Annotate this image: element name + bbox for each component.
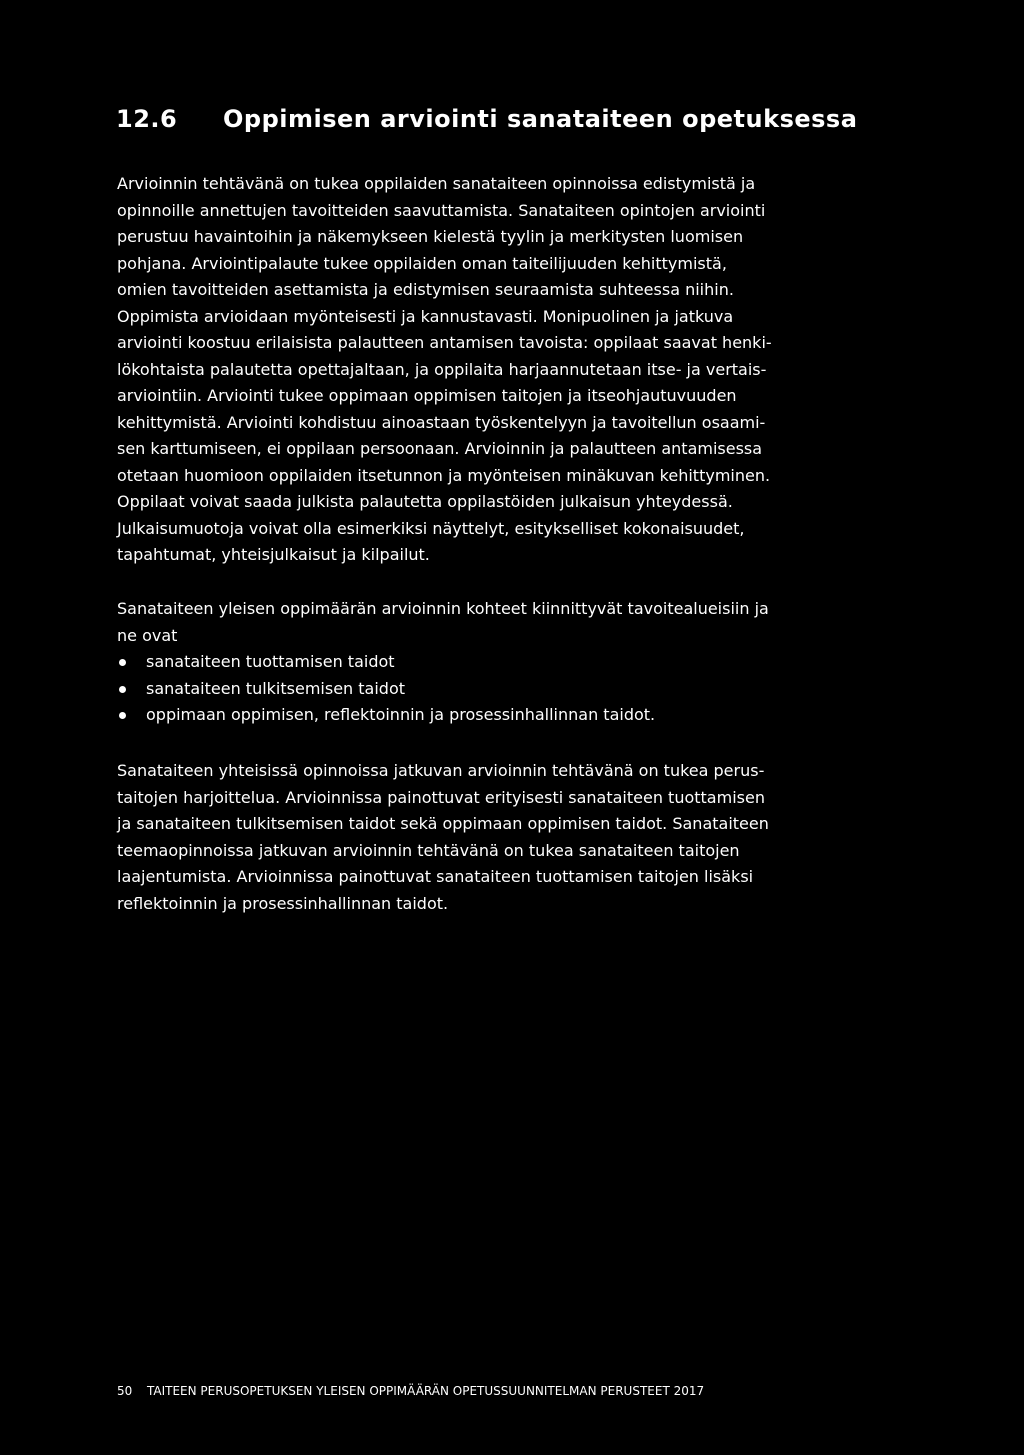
publication-title: TAITEEN PERUSOPETUKSEN YLEISEN OPPIMÄÄRÄN OPETUSSUUNNITELMAN PERUSTEET 2017 [147,1384,705,1398]
section-title: Oppimisen arviointi sanataiteen opetuksessa [223,105,858,133]
list-item [117,676,869,703]
text-line: lökohtaista palautetta opettajaltaan, ja oppilaita harjaannutetaan itse- ja vertais- [117,359,767,379]
text-line: laajentumista. Arvioinnissa painottuvat sanataiteen tuottamisen taitojen lisäksi [117,867,754,886]
text-line: arviointiin. Arviointi tukee oppimaan oppimisen taitojen ja itseohjautuvuuden [117,386,737,405]
text-line: taitojen harjoittelua. Arvioinnissa painottuvat erityisesti sanataiteen tuottamisen [117,787,765,807]
bullet-icon [119,686,126,693]
list-item-text: sanataiteen tulkitsemisen taidot [146,678,405,698]
section-number: 12.6 [116,105,178,133]
text-line: kehittymistä. Arviointi kohdistuu ainoastaan työskentelyyn ja tavoitellun osaami- [117,412,766,432]
text-line: sen karttumiseen, ei oppilaan persoonaan. Arvioinnin ja palautteen antamisessa [117,439,763,458]
text-line: teemaopinnoissa jatkuvan arvioinnin tehtävänä on tukea sanataiteen taitojen [117,840,740,860]
section-heading [116,102,916,136]
page-footer [117,1382,704,1400]
text-line: Arvioinnin tehtävänä on tukea oppilaiden sanataiteen opinnoissa edistymistä ja [117,174,756,193]
list-item-text: oppimaan oppimisen, reflektoinnin ja prosessinhallinnan taidot. [146,705,656,724]
bullet-icon [119,659,126,666]
paragraph-assessment-purpose [117,171,869,569]
text-line: pohjana. Arviointipalaute tukee oppilaiden oman taiteilijuuden kehittymistä, [117,253,727,273]
text-line: ne ovat [117,625,178,645]
page-number: 50 [117,1384,133,1398]
paragraph-assessment-targets [117,596,869,729]
text-line: perustuu havaintoihin ja näkemykseen kielestä tyylin ja merkitysten luomisen [117,227,744,246]
bullet-list [117,649,869,729]
text-line: Sanataiteen yleisen oppimäärän arvioinnin kohteet kiinnittyvät tavoitealueisiin ja [117,599,769,618]
bullet-icon [119,712,126,719]
text-line: Sanataiteen yhteisissä opinnoissa jatkuvan arvioinnin tehtävänä on tukea perus- [117,761,765,780]
text-line: arviointi koostuu erilaisista palautteen antamisen tavoista: oppilaat saavat henki- [117,333,772,352]
text-line: otetaan huomioon oppilaiden itsetunnon ja myönteisen minäkuvan kehittyminen. [117,465,771,485]
text-line: Julkaisumuotoja voivat olla esimerkiksi näyttelyt, esitykselliset kokonaisuudet, [117,518,745,538]
text-line: Oppimista arvioidaan myönteisesti ja kannustavasti. Monipuolinen ja jatkuva [117,306,734,326]
text-line: opinnoille annettujen tavoitteiden saavuttamista. Sanataiteen opintojen arviointi [117,200,766,220]
text-line: Oppilaat voivat saada julkista palautetta oppilastöiden julkaisun yhteydessä. [117,492,733,511]
text-line: omien tavoitteiden asettamista ja edistymisen seuraamista suhteessa niihin. [117,280,734,299]
text-line: reflektoinnin ja prosessinhallinnan taidot. [117,893,449,913]
list-item [117,649,869,676]
text-line: tapahtumat, yhteisjulkaisut ja kilpailut. [117,545,430,564]
paragraph-common-studies [117,758,869,917]
list-item [117,702,869,729]
list-item-text: sanataiteen tuottamisen taidot [146,652,395,671]
text-line: ja sanataiteen tulkitsemisen taidot sekä oppimaan oppimisen taidot. Sanataiteen [117,814,769,833]
